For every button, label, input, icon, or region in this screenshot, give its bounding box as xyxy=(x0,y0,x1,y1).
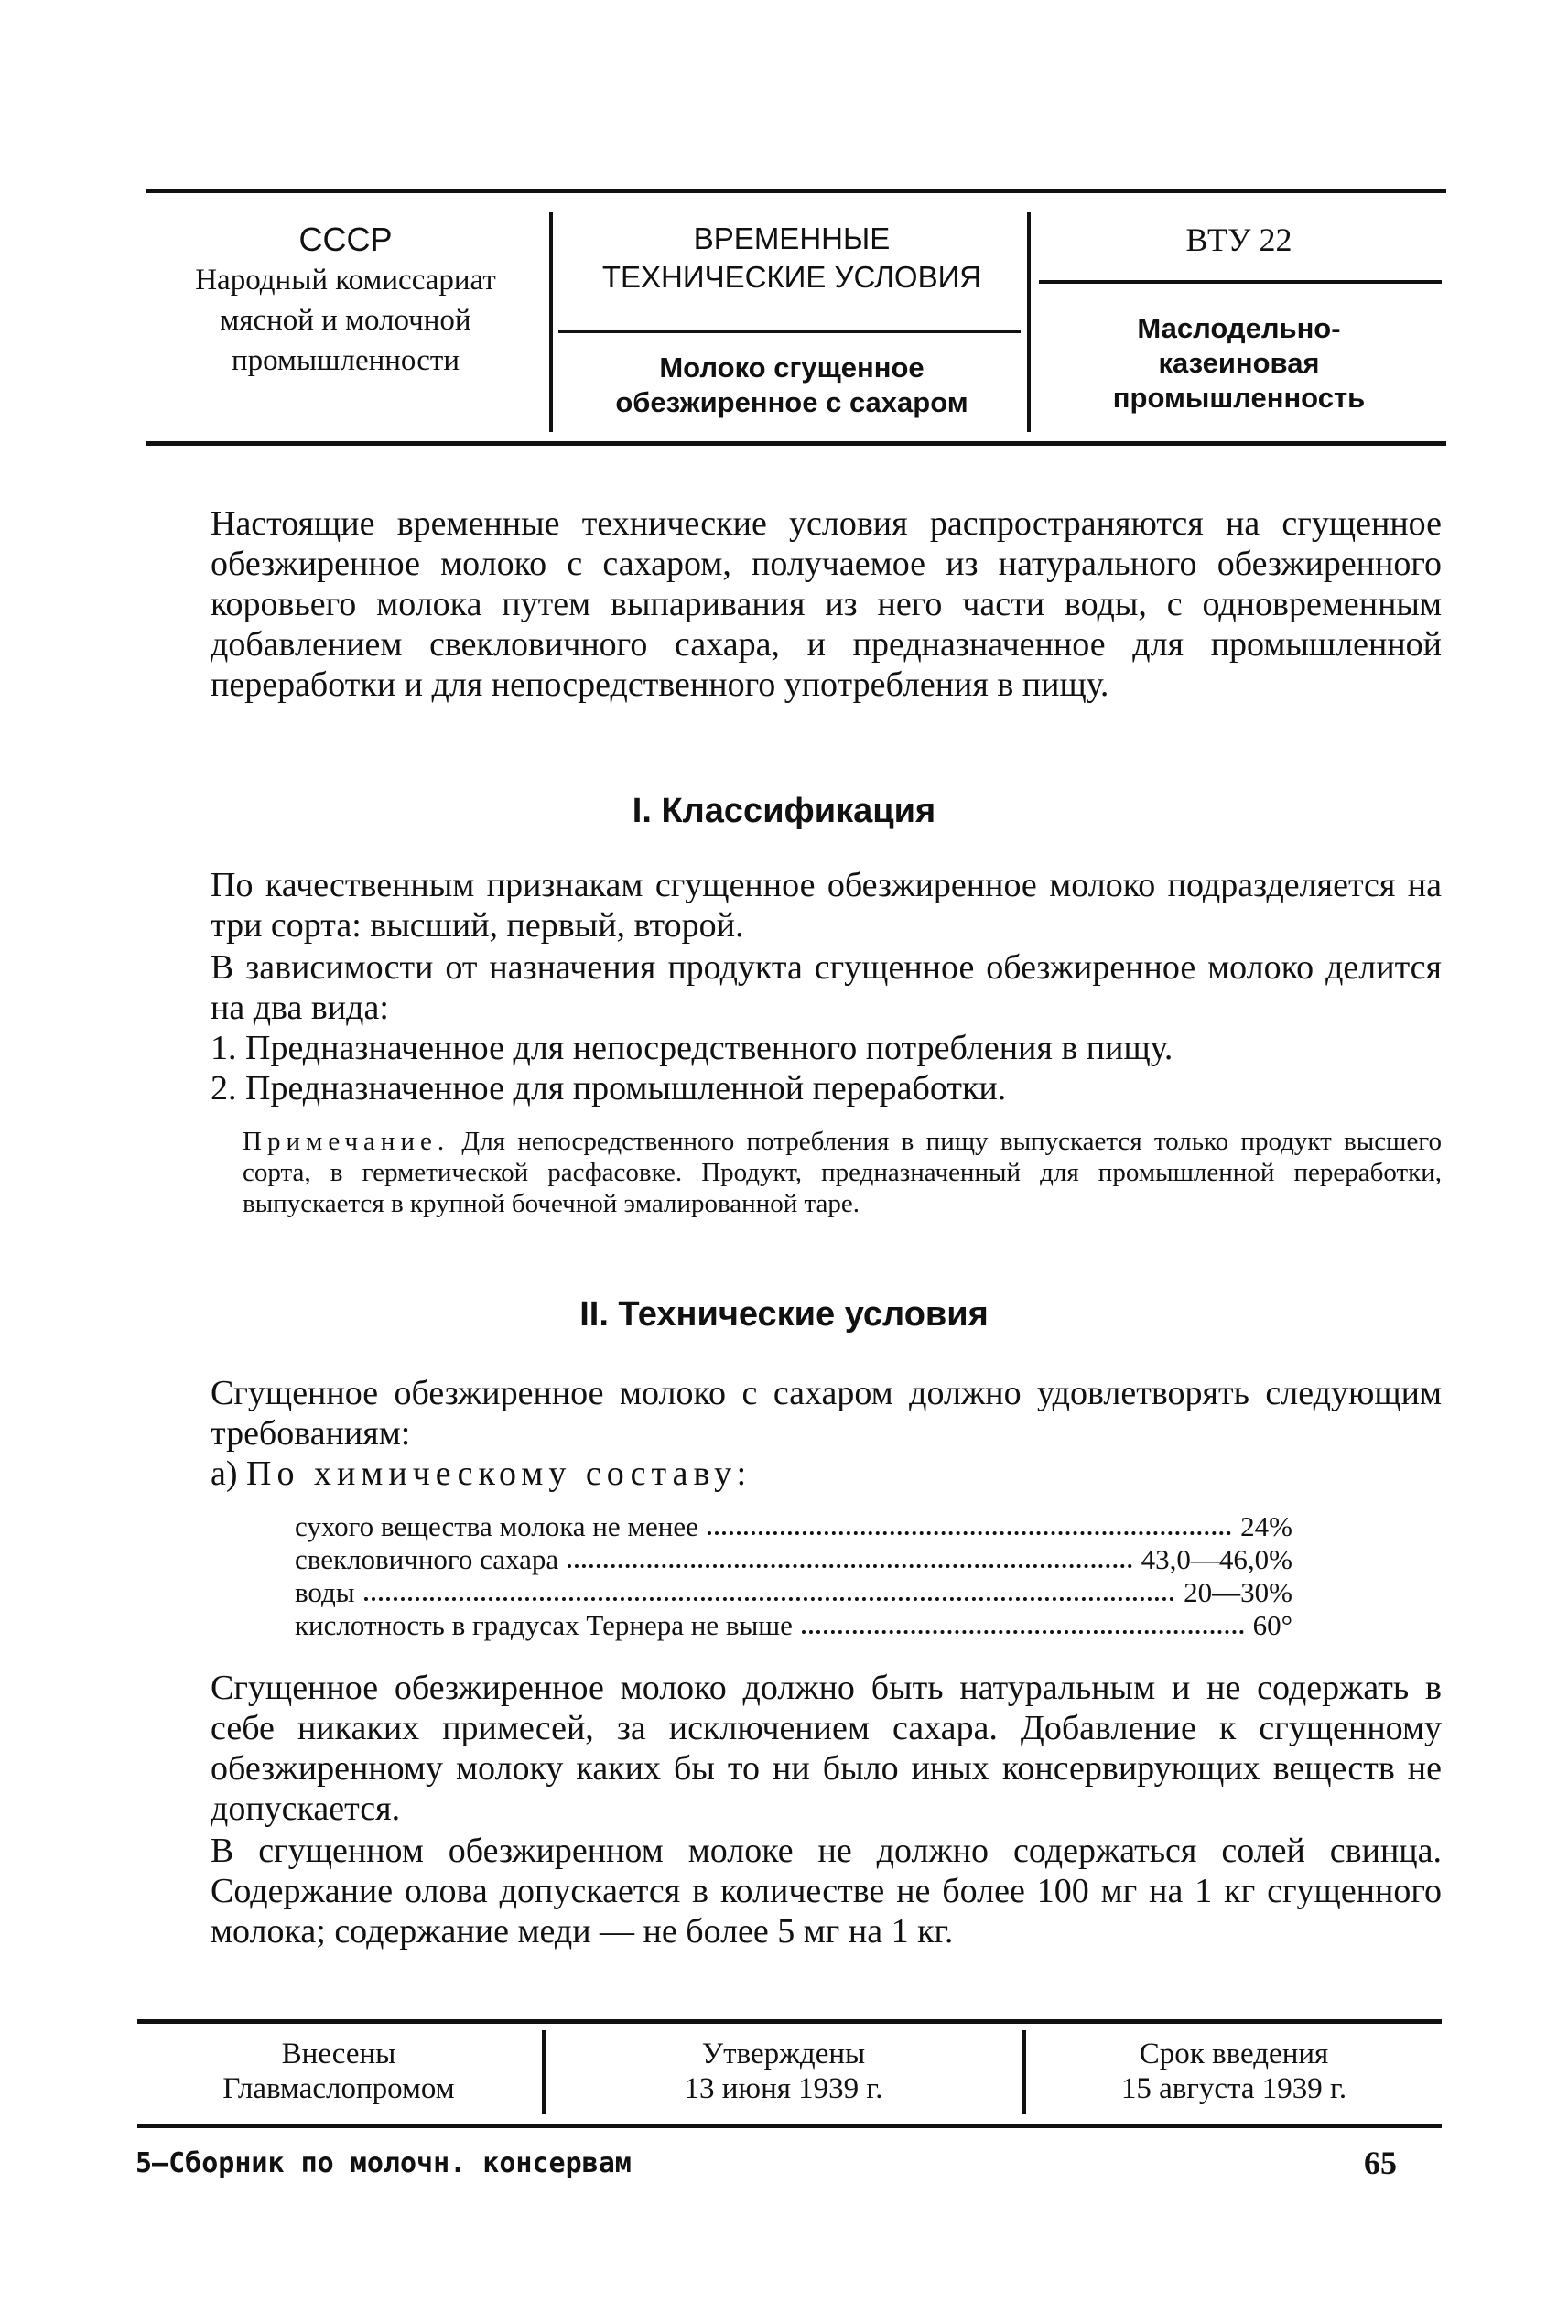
leader-dots xyxy=(708,1510,1231,1535)
composition-row xyxy=(295,1609,1292,1642)
header-industry-line: Маслодельно- xyxy=(1137,312,1341,344)
composition-value: 60° xyxy=(1252,1609,1292,1641)
header-top-rule xyxy=(146,189,1446,193)
list-item: 2. Предназначенное для промышленной переработки. xyxy=(211,1069,1007,1108)
composition-value: 43,0—46,0% xyxy=(1141,1543,1292,1575)
header-doc-type-line: ВРЕМЕННЫЕ xyxy=(693,222,891,255)
composition-value: 20—30% xyxy=(1184,1576,1292,1608)
header-issuer-line: мясной и молочной xyxy=(220,304,471,337)
composition-prefix: а) xyxy=(211,1454,238,1493)
composition-title: По химическому составу: xyxy=(246,1454,752,1493)
section2-paragraph xyxy=(211,1373,1442,1454)
section-heading: II. Технические условия xyxy=(579,1295,989,1334)
note-label: Примечание. xyxy=(243,1127,450,1156)
footer-submitted xyxy=(137,2037,540,2106)
footer-effective xyxy=(1026,2037,1442,2106)
intro-paragraph xyxy=(211,503,1442,705)
header-doc-type xyxy=(554,220,1030,297)
composition-row xyxy=(295,1543,1292,1576)
footer-line: Утверждены xyxy=(701,2038,866,2070)
section2-text: Сгущенное обезжиренное молоко с сахаром должно удовлетворять следующим требованиям: xyxy=(211,1374,1442,1453)
composition-row xyxy=(295,1576,1292,1609)
composition-row xyxy=(295,1510,1292,1543)
header-doc-type-line: ТЕХНИЧЕСКИЕ УСЛОВИЯ xyxy=(601,260,982,294)
footer-line: Главмаслопромом xyxy=(222,2072,455,2105)
composition-label: сухого вещества молока не менее xyxy=(295,1510,698,1542)
footer-line: Срок введения xyxy=(1139,2038,1329,2070)
section1-paragraph xyxy=(211,865,1442,946)
footer-approved xyxy=(546,2037,1022,2106)
header-divider xyxy=(549,212,553,432)
footer-line: 15 августа 1939 г. xyxy=(1120,2072,1347,2105)
header-right-rule xyxy=(1039,280,1442,284)
header-product-line: Молоко сгущенное xyxy=(659,351,925,384)
header-issuer xyxy=(146,220,545,381)
section-heading: I. Классификация xyxy=(632,792,936,830)
section1-text: В зависимости от назначения продукта сгущенное обезжиренное молоко делится на два вида: xyxy=(211,948,1442,1027)
section1-text: По качественным признакам сгущенное обезжиренное молоко подразделяется на три сорта: высший, первый, второй. xyxy=(211,866,1442,945)
intro-text: Настоящие временные технические условия распространяются на сгущенное обезжиренное молоко с сахаром, получаемое из натурального обезжиренного коровьего молока путем выпаривания из него части воды, с одновременным добавлением свекловичного сахара, и предназначенное для промышленной переработки и для непосредственного употребления в пищу. xyxy=(211,504,1442,704)
leader-dots xyxy=(802,1609,1244,1634)
composition-heading xyxy=(211,1454,752,1494)
composition-value: 24% xyxy=(1240,1510,1292,1542)
header-bottom-rule xyxy=(146,441,1446,446)
header-divider xyxy=(1027,212,1031,432)
list-item: 1. Предназначенное для непосредственного потребления в пищу. xyxy=(211,1029,1173,1067)
note xyxy=(243,1126,1442,1219)
header-product xyxy=(554,351,1030,420)
header-issuer-line: СССР xyxy=(298,221,393,258)
section2-paragraph xyxy=(211,1831,1442,1951)
leader-dots xyxy=(364,1576,1175,1601)
composition-label: воды xyxy=(295,1576,355,1608)
page-footer-collection: 5—Сборник по молочн. консервам xyxy=(135,2147,632,2179)
section2-text: Сгущенное обезжиренное молоко должно быть натуральным и не содержать в себе никаких примесей, за исключением сахара. Добавление к сгущенному обезжиренному молоку каких бы то ни было иных консервирующих веществ не допускается. xyxy=(211,1669,1442,1828)
footer-bottom-rule xyxy=(137,2124,1442,2128)
composition-label: кислотность в градусах Тернера не выше xyxy=(295,1609,793,1641)
section1-paragraph xyxy=(211,947,1442,1028)
note-text: Для непосредственного потребления в пищу выпускается только продукт высшего сорта, в герметической расфасовке. Продукт, предназначенный для промышленной переработки, выпускается в крупной бочечной эмалированной таре. xyxy=(243,1127,1443,1218)
footer-line: Внесены xyxy=(281,2038,396,2070)
header-middle-rule xyxy=(558,330,1021,333)
header-industry-line: казеиновая xyxy=(1158,347,1320,379)
composition-label: свекловичного сахара xyxy=(295,1543,559,1575)
header-industry-line: промышленность xyxy=(1112,382,1366,414)
header-industry xyxy=(1032,311,1446,416)
leader-dots xyxy=(568,1543,1132,1568)
header-code: ВТУ 22 xyxy=(1185,222,1292,258)
footer-line: 13 июня 1939 г. xyxy=(684,2072,883,2105)
header-product-line: обезжиренное с сахаром xyxy=(615,386,968,418)
section2-paragraph xyxy=(211,1668,1442,1829)
section2-text: В сгущенном обезжиренном молоке не должно содержаться солей свинца. Содержание олова допускается в количестве не более 100 мг на 1 кг сгущенного молока; содержание меди — не более 5 мг на 1 кг. xyxy=(211,1832,1442,1951)
header-issuer-line: Народный комиссариат xyxy=(195,264,496,297)
header-issuer-line: промышленности xyxy=(232,344,460,377)
page-number: 65 xyxy=(1364,2145,1397,2181)
footer-top-rule xyxy=(137,2019,1442,2024)
